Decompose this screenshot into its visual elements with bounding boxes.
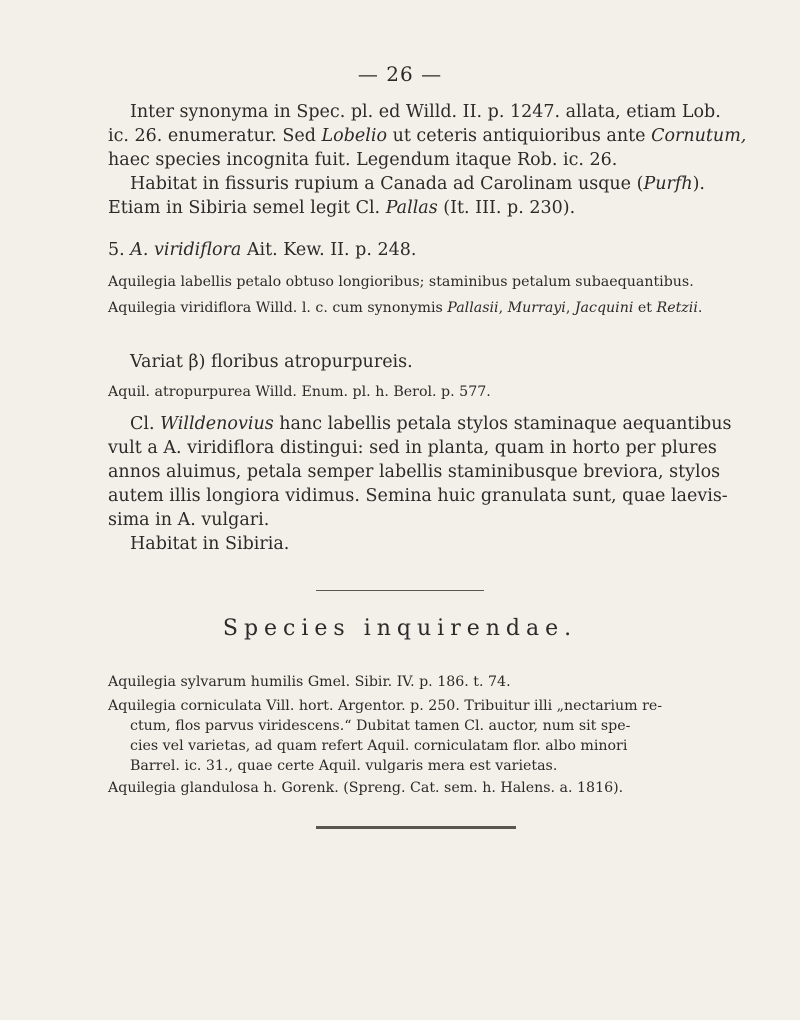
species-diagnosis bbox=[108, 272, 768, 318]
diagnosis-line: Aquilegia labellis petalo obtuso longioribus; staminibus petalum subaequantibus. bbox=[108, 274, 694, 290]
species-heading bbox=[108, 238, 768, 262]
text-line: Inter synonyma in Spec. pl. ed Willd. II. p. 1247. allata, etiam Lob. bbox=[130, 102, 721, 122]
text-line: annos aluimus, petala semper labellis staminibusque breviora, stylos bbox=[108, 462, 721, 482]
variety-text: Variat β) floribus atropurpureis. bbox=[130, 352, 413, 372]
text-line: Cl. Willdenovius hanc labellis petala stylos staminaque aequantibus bbox=[130, 414, 732, 434]
paragraph-willdenovius bbox=[108, 412, 768, 556]
synonym-line: Aquilegia viridiflora Willd. l. c. cum synonymis Pallasii, Murrayi, Jacquini et Retzii. bbox=[108, 300, 703, 316]
variety-line bbox=[108, 350, 768, 374]
list-item: Aquilegia corniculata Vill. hort. Argentor. p. 250. Tribuitur illi „nectarium re- bbox=[108, 698, 663, 714]
text-line: haec species incognita fuit. Legendum itaque Rob. ic. 26. bbox=[108, 150, 618, 170]
variety-synonym bbox=[108, 382, 768, 402]
list-item-continuation: cies vel varietas, ad quam refert Aquil. corniculatam flor. albo minori bbox=[130, 738, 628, 754]
text-line: ic. 26. enumeratur. Sed Lobelio ut ceteris antiquioribus ante Cornutum, bbox=[108, 126, 747, 146]
end-rule bbox=[316, 826, 516, 829]
section-divider bbox=[316, 590, 484, 591]
variety-synonym-text: Aquil. atropurpurea Willd. Enum. pl. h. Berol. p. 577. bbox=[108, 384, 491, 400]
paragraph-synonyma bbox=[108, 100, 768, 220]
list-item-continuation: Barrel. ic. 31., quae certe Aquil. vulgaris mera est varietas. bbox=[130, 758, 558, 774]
text-line: Habitat in Sibiria. bbox=[130, 534, 290, 554]
section-heading: Species inquirendae. bbox=[222, 616, 578, 641]
text-line: vult a A. viridiflora distingui: sed in planta, quam in horto per plures bbox=[108, 438, 717, 458]
species-title: 5. A. viridiflora Ait. Kew. II. p. 248. bbox=[108, 240, 417, 260]
text-line: autem illis longiora vidimus. Semina huic granulata sunt, quae laevis- bbox=[108, 486, 728, 506]
list-item: Aquilegia glandulosa h. Gorenk. (Spreng. Cat. sem. h. Halens. a. 1816). bbox=[108, 780, 624, 796]
text-line: sima in A. vulgari. bbox=[108, 510, 270, 530]
text-line: Etiam in Sibiria semel legit Cl. Pallas (It. III. p. 230). bbox=[108, 198, 576, 218]
species-inquirendae-list bbox=[108, 672, 768, 798]
text-line: Habitat in fissuris rupium a Canada ad Carolinam usque (Purfh). bbox=[130, 174, 705, 194]
page-number: — 26 — bbox=[357, 62, 443, 86]
list-item: Aquilegia sylvarum humilis Gmel. Sibir. IV. p. 186. t. 74. bbox=[108, 674, 511, 690]
list-item-continuation: ctum, flos parvus viridescens.“ Dubitat tamen Cl. auctor, num sit spe- bbox=[130, 718, 631, 734]
